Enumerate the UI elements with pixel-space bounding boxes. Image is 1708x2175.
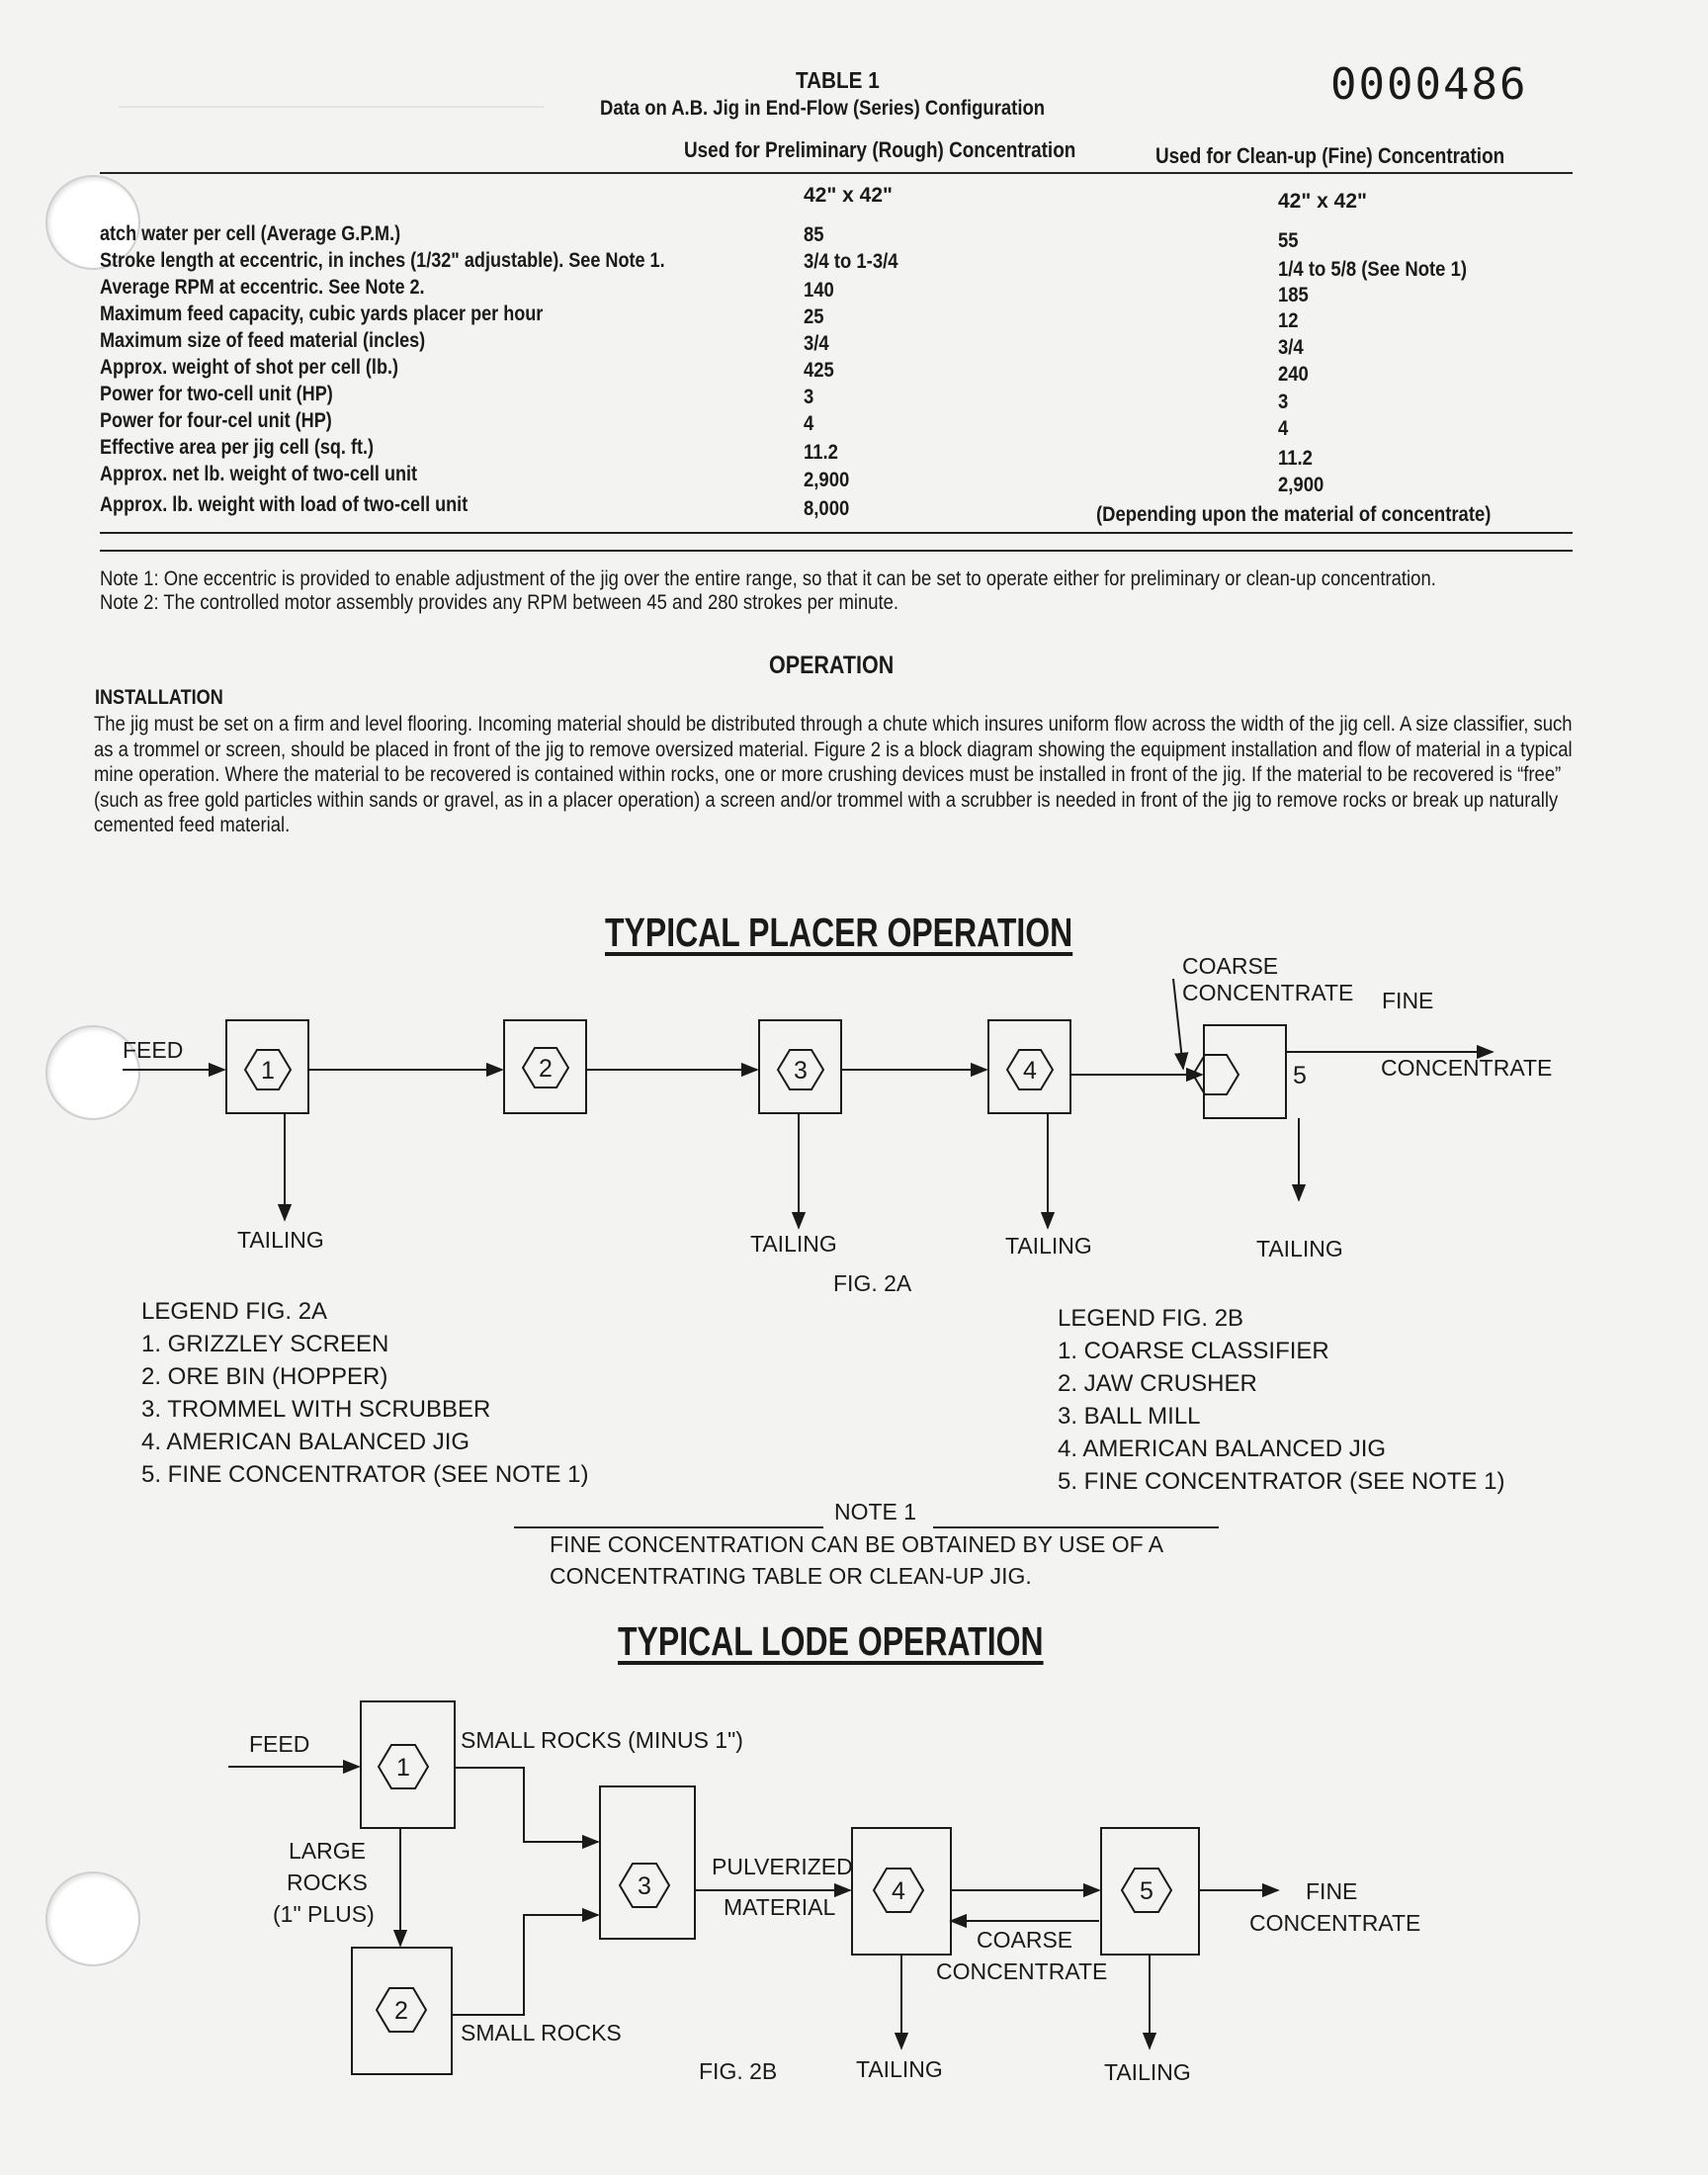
table-row-value-rough: 3/4 to 1-3/4	[804, 250, 898, 273]
placer-node-2: 2	[539, 1055, 553, 1083]
lode-small-rocks-arrow	[452, 1915, 598, 2015]
col1-header: Used for Preliminary (Rough) Concentration	[684, 137, 1076, 162]
legend-2a-item: 2. ORE BIN (HOPPER)	[141, 1363, 388, 1390]
legend-2a-item: 1. GRIZZLEY SCREEN	[141, 1331, 389, 1357]
lode-small-rocks-minus-arrow	[455, 1768, 598, 1842]
note-rule-left	[514, 1526, 823, 1528]
placer-tailing-5: TAILING	[1256, 1236, 1343, 1262]
table-row-value-fine: 1/4 to 5/8 (See Note 1)	[1278, 258, 1468, 281]
placer-node-4: 4	[1023, 1057, 1037, 1085]
operation-heading: OPERATION	[769, 652, 895, 679]
lode-tailing-5: TAILING	[1104, 2059, 1191, 2085]
bleed-through-text: ──────────────────────────────────────	[119, 99, 545, 116]
lode-node-5: 5	[1140, 1877, 1153, 1905]
table-row-value-fine: 4	[1278, 417, 1289, 440]
placer-fine-label-2: CONCENTRATE	[1381, 1055, 1553, 1081]
placer-node-3: 3	[794, 1057, 808, 1085]
lode-large-rocks-label-2: ROCKS	[287, 1870, 368, 1895]
lode-fig-label: FIG. 2B	[699, 2058, 778, 2084]
table-top-rule	[100, 172, 1573, 174]
table-row-label: atch water per cell (Average G.P.M.)	[100, 222, 401, 245]
table-row-value-rough: 140	[804, 279, 834, 302]
installation-heading: INSTALLATION	[95, 686, 223, 709]
placer-coarse-label-1: COARSE	[1182, 953, 1279, 979]
legend-2b-item: 3. BALL MILL	[1058, 1403, 1201, 1430]
lode-large-rocks-label-3: (1" PLUS)	[273, 1901, 375, 1927]
table-row-label: Approx. weight of shot per cell (lb.)	[100, 356, 399, 379]
placer-title: TYPICAL PLACER OPERATION	[605, 910, 1073, 955]
table-row-label: Maximum feed capacity, cubic yards placer per hour	[100, 303, 544, 325]
lode-node-1: 1	[396, 1754, 410, 1782]
placer-node-1: 1	[261, 1057, 275, 1085]
table-row-value-fine: 3	[1278, 391, 1289, 413]
legend-2b-title: LEGEND FIG. 2B	[1058, 1305, 1244, 1332]
lode-fine-label-1: FINE	[1306, 1878, 1358, 1904]
table-row-value-rough: 11.2	[804, 441, 838, 464]
placer-tailing-4: TAILING	[1005, 1233, 1092, 1259]
table-row-value-fine: (Depending upon the material of concentrate)	[1096, 503, 1492, 526]
legend-2a	[141, 1295, 589, 1491]
lode-tailing-4: TAILING	[856, 2056, 943, 2082]
lode-node-2: 2	[394, 1997, 408, 2025]
lode-large-rocks-label-1: LARGE	[289, 1838, 366, 1864]
note-rule-right	[933, 1526, 1219, 1528]
table-row-value-fine: 12	[1278, 309, 1299, 332]
lode-small-rocks-minus-label: SMALL ROCKS (MINUS 1")	[461, 1727, 743, 1753]
table-row-value-rough: 25	[804, 305, 824, 328]
table-row-value-fine: 3/4	[1278, 336, 1304, 359]
table-bottom-rule-2	[100, 550, 1573, 552]
table-row-label: Effective area per jig cell (sq. ft.)	[100, 436, 375, 459]
table-row-value-rough: 3	[804, 386, 814, 408]
lode-small-rocks-label: SMALL ROCKS	[461, 2020, 622, 2045]
installation-paragraph: The jig must be set on a firm and level flooring. Incoming material should be distributed through a chute which insures uniform flow across the width of the jig cell. A size classifier, such as a trommel or screen, should be placed in front of the jig to remove oversized material. Figure 2 is a block diagram showing the equipment installation and flow of material in a typical mine operation. Where the material to be recovered is contained within rocks, one or more crushing devices must be installed in front of the jig. If the material to be recovered is “free” (such as free gold particles within sands or gravel, as in a placer operation) a screen and/or trommel with a scrubber is needed in front of the jig to remove rocks or break up naturally cemented feed material.	[94, 713, 1573, 836]
table-row-label: Approx. net lb. weight of two-cell unit	[100, 463, 418, 485]
table-row-value-fine: 55	[1278, 229, 1299, 252]
table-row-value-fine: 2,900	[1278, 474, 1324, 496]
legend-2b-item: 2. JAW CRUSHER	[1058, 1370, 1257, 1397]
table-row-value-fine: 11.2	[1278, 447, 1313, 470]
legend-2a-item: 4. AMERICAN BALANCED JIG	[141, 1429, 470, 1455]
table-row-value-fine: 240	[1278, 363, 1309, 386]
placer-node-5: 5	[1293, 1062, 1307, 1089]
table-row-value-rough: 85	[804, 223, 824, 246]
lode-feed-label: FEED	[249, 1731, 310, 1757]
legend-2b	[1058, 1302, 1505, 1498]
lode-pulverized-label-1: PULVERIZED	[712, 1854, 853, 1879]
placer-tailing-1: TAILING	[237, 1227, 324, 1253]
legend-2b-item: 4. AMERICAN BALANCED JIG	[1058, 1436, 1387, 1462]
note-line-2: CONCENTRATING TABLE OR CLEAN-UP JIG.	[550, 1563, 1032, 1589]
lode-title: TYPICAL LODE OPERATION	[618, 1618, 1044, 1664]
note-label: NOTE 1	[834, 1499, 917, 1524]
table-row-value-rough: 4	[804, 412, 814, 435]
table-subtitle: Data on A.B. Jig in End-Flow (Series) Configuration	[600, 97, 1046, 120]
lode-fine-label-2: CONCENTRATE	[1249, 1910, 1421, 1936]
table-row-label: Stroke length at eccentric, in inches (1/32" adjustable). See Note 1.	[100, 249, 665, 272]
placer-fine-label-1: FINE	[1382, 988, 1434, 1013]
table-note-1: Note 1: One eccentric is provided to enable adjustment of the jig over the entire range, so that it can be set to operate either for preliminary or clean-up concentration.	[100, 567, 1436, 590]
table-row-value-rough: 3/4	[804, 332, 829, 355]
placer-tailing-3: TAILING	[750, 1231, 837, 1257]
legend-2b-item: 5. FINE CONCENTRATOR (SEE NOTE 1)	[1058, 1468, 1505, 1495]
table-row-label: Average RPM at eccentric. See Note 2.	[100, 276, 425, 299]
table-title: TABLE 1	[796, 67, 880, 93]
legend-2b-item: 1. COARSE CLASSIFIER	[1058, 1338, 1329, 1364]
table-row-value-rough: 2,900	[804, 469, 850, 491]
legend-2a-title: LEGEND FIG. 2A	[141, 1298, 328, 1325]
col1-size: 42" x 42"	[804, 184, 893, 207]
col2-header: Used for Clean-up (Fine) Concentration	[1155, 143, 1505, 168]
table-row-label: Power for two-cell unit (HP)	[100, 383, 333, 405]
placer-coarse-label-2: CONCENTRATE	[1182, 980, 1354, 1005]
table-row-label: Approx. lb. weight with load of two-cell unit	[100, 493, 469, 516]
table-row-label: Maximum size of feed material (incles)	[100, 329, 426, 352]
placer-diagram	[0, 949, 1708, 1305]
legend-2a-item: 5. FINE CONCENTRATOR (SEE NOTE 1)	[141, 1461, 589, 1488]
table-row-value-fine: 185	[1278, 284, 1309, 306]
placer-fig-label: FIG. 2A	[833, 1270, 912, 1296]
lode-node-3: 3	[638, 1872, 651, 1900]
lode-pulverized-label-2: MATERIAL	[724, 1894, 836, 1920]
col2-size: 42" x 42"	[1278, 190, 1367, 213]
placer-box-5	[1204, 1025, 1286, 1118]
table-bottom-rule	[100, 532, 1573, 534]
lode-coarse-label-1: COARSE	[977, 1927, 1073, 1953]
lode-coarse-label-2: CONCENTRATE	[936, 1958, 1108, 1984]
placer-feed-label: FEED	[123, 1037, 184, 1063]
table-row-value-rough: 8,000	[804, 497, 850, 520]
legend-2a-item: 3. TROMMEL WITH SCRUBBER	[141, 1396, 491, 1423]
document-number: 0000486	[1330, 59, 1528, 110]
table-row-label: Power for four-cel unit (HP)	[100, 409, 332, 432]
note-line-1: FINE CONCENTRATION CAN BE OBTAINED BY USE OF A	[550, 1531, 1164, 1557]
table-note-2: Note 2: The controlled motor assembly provides any RPM between 45 and 280 strokes per minute.	[100, 591, 899, 614]
lode-node-4: 4	[892, 1877, 905, 1905]
table-row-value-rough: 425	[804, 359, 834, 382]
lode-diagram	[0, 1681, 1708, 2106]
